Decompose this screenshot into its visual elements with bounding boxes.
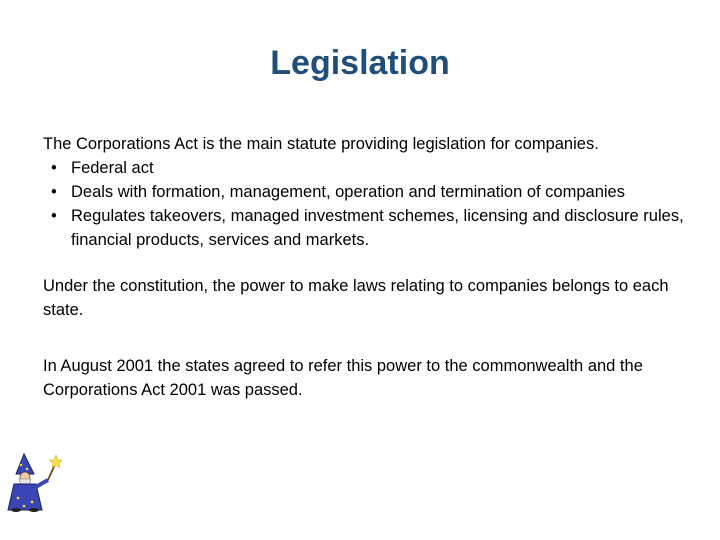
bullet-icon: • xyxy=(51,159,57,177)
bullet-icon: • xyxy=(51,183,57,201)
bullet-item xyxy=(51,156,708,180)
bullet-icon: • xyxy=(51,207,57,225)
bullet-text: Deals with formation, management, operation and termination of companies xyxy=(71,183,625,201)
bullet-item xyxy=(51,180,708,204)
bullet-item xyxy=(51,204,708,252)
bullet-list xyxy=(43,156,708,252)
wizard-icon xyxy=(4,452,62,512)
bullet-text: Regulates takeovers, managed investment schemes, licensing and disclosure rules, financial products, services and markets. xyxy=(71,207,684,249)
slide-title: Legislation xyxy=(270,44,450,82)
intro-paragraph: The Corporations Act is the main statute providing legislation for companies. xyxy=(43,135,599,153)
slide-content xyxy=(43,132,708,402)
bullet-text: Federal act xyxy=(71,159,154,177)
referral-paragraph: In August 2001 the states agreed to refer this power to the commonwealth and the Corporations Act 2001 was passed. xyxy=(43,357,643,399)
constitution-paragraph: Under the constitution, the power to make laws relating to companies belongs to each state. xyxy=(43,277,669,319)
